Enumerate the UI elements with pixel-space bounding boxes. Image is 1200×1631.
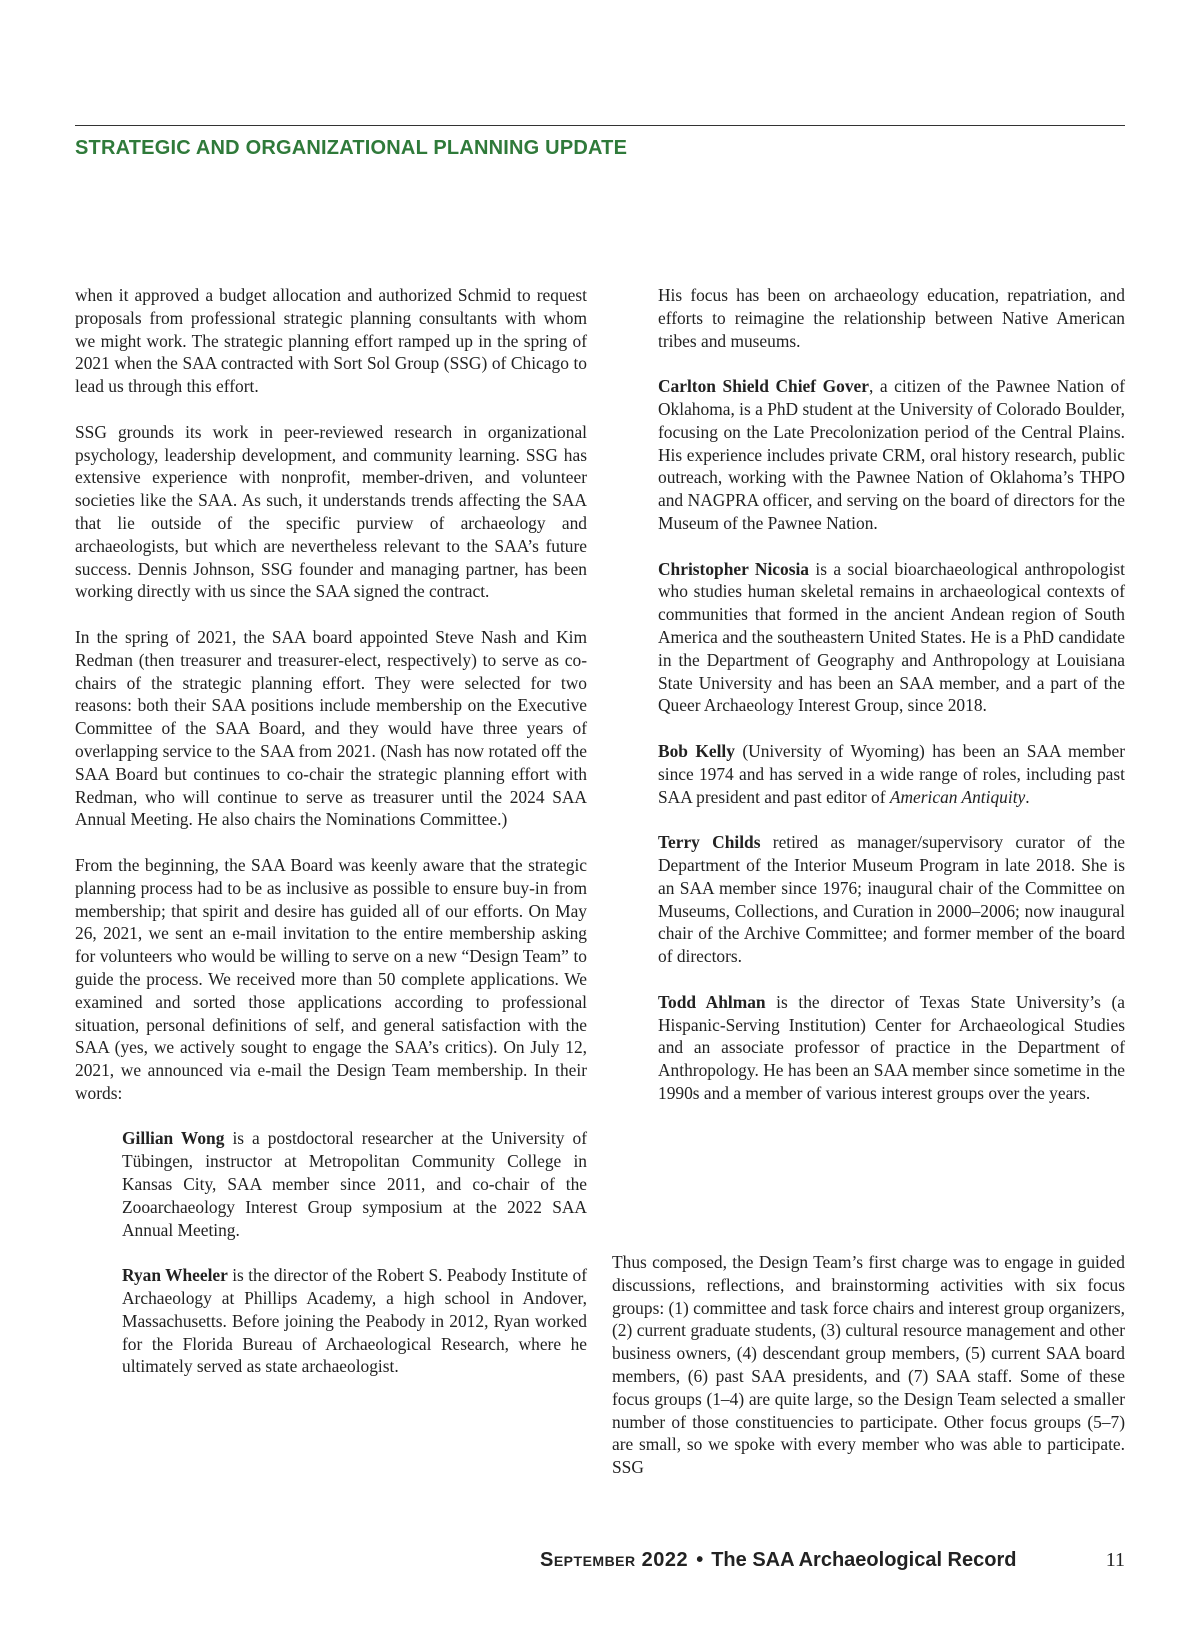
header-rule xyxy=(75,125,1125,126)
bio-text: is a postdoctoral researcher at the University of Tübingen, instructor at Metropolitan Community College in Kansas City, SAA member since 2011, and co-chair of the Zooarchaeology Interest Group symposium at the 2022 SAA Annual Meeting. xyxy=(122,1128,587,1240)
footer-publication: The SAA Archaeological Record xyxy=(711,1549,1017,1571)
bio-text: (University of Wyoming) has been an SAA member since 1974 and has served in a wide range of roles, including past SAA president and past editor of xyxy=(658,740,1125,807)
bio-terry-childs xyxy=(658,831,1125,968)
bio-bob-kelly xyxy=(658,740,1125,808)
bio-name: Christopher Nicosia xyxy=(658,558,810,579)
section-title: STRATEGIC AND ORGANIZATIONAL PLANNING UPDATE xyxy=(75,137,628,159)
page-footer xyxy=(540,1549,1125,1572)
bio-text: is the director of Texas State University’s (a Hispanic-Serving Institution) Center for Archaeological Studies and an associate professor of practice in the Department of Anthropology. He has been an SAA member since sometime in the 1990s and a member of various interest groups over the years. xyxy=(658,991,1125,1103)
bio-text: , a citizen of the Pawnee Nation of Oklahoma, is a PhD student at the University of Colorado Boulder, focusing on the Late Precolonization period of the Central Plains. His experience includes private CRM, oral history research, public outreach, working with the Pawnee Nation of Oklahoma’s THPO and NAGPRA officer, and serving on the board of directors for the Museum of the Pawnee Nation. xyxy=(658,376,1125,533)
bio-ryan-wheeler xyxy=(122,1264,587,1378)
bio-name: Terry Childs xyxy=(658,832,761,853)
bio-gillian-wong xyxy=(122,1127,587,1241)
paragraph-wheeler-focus: His focus has been on archaeology education, repatriation, and efforts to reimagine the relationship between Native American tribes and museums. xyxy=(658,285,1125,351)
bio-todd-ahlman xyxy=(658,991,1125,1105)
footer-separator: • xyxy=(696,1549,704,1571)
paragraph-design-team: From the beginning, the SAA Board was keenly aware that the strategic planning process had to be as inclusive as possible to ensure buy-in from membership; that spirit and desire has guided all of our efforts. On May 26, 2021, we sent an e-mail invitation to the entire membership asking for volunteers who would be willing to serve on a new “Design Team” to guide the process. We received more than 50 complete applications. We examined and sorted those applications according to professional situation, personal definitions of self, and general satisfaction with the SAA (yes, we actively sought to engage the SAA’s critics). On July 12, 2021, we announced via e-mail the Design Team membership. In their words: xyxy=(75,854,587,1103)
journal-title: American Antiquity xyxy=(889,786,1026,807)
bio-name: Carlton Shield Chief Gover xyxy=(658,376,869,397)
bio-text: is a social bioarchaeological anthropologist who studies human skeletal remains in archaeological contexts of communities that formed in the ancient Andean region of South America and the southeastern United States. He is a PhD candidate in the Department of Geography and Anthropology at Louisiana State University and has been an SAA member, and a part of the Queer Archaeology Interest Group, since 2018. xyxy=(658,558,1125,716)
right-column xyxy=(658,284,1125,1127)
bio-text: is the director of the Robert S. Peabody Institute of Archaeology at Phillips Academy, a high school in Andover, Massachusetts. Before joining the Peabody in 2012, Ryan worked for the Florida Bureau of Archaeological Research, where he ultimately served as state archaeologist. xyxy=(122,1265,587,1377)
paragraph-budget: when it approved a budget allocation and authorized Schmid to request proposals from professional strategic planning consultants with whom we might work. The strategic planning effort ramped up in the spring of 2021 when the SAA contracted with Sort Sol Group (SSG) of Chicago to lead us through this effort. xyxy=(75,285,587,397)
page-number: 11 xyxy=(1105,1549,1125,1571)
bio-end: . xyxy=(1025,786,1030,807)
bio-name: Ryan Wheeler xyxy=(122,1265,228,1286)
paragraph-ssg: SSG grounds its work in peer-reviewed research in organizational psychology, leadership development, and community learning. SSG has extensive experience with nonprofit, member-driven, and volunteer societies like the SAA. As such, it understands trends affecting the SAA that lie outside of the specific purview of archaeology and archaeologists, but which are nevertheless relevant to the SAA’s future success. Dennis Johnson, SSG founder and managing partner, has been working directly with us since the SAA signed the contract. xyxy=(75,421,587,602)
left-column xyxy=(75,284,587,1401)
paragraph-focus-groups: Thus composed, the Design Team’s first charge was to engage in guided discussions, reflections, and brainstorming activities with six focus groups: (1) committee and task force chairs and interest group organizers, (2) current graduate students, (3) cultural resource management and other business owners, (4) descendant group members, (5) current SAA board members, (6) past SAA presidents, and (7) SAA staff. Some of these focus groups (1–4) are quite large, so the Design Team selected a smaller number of those constituencies to participate. Other focus groups (5–7) are small, so we spoke with every member who was able to participate. SSG xyxy=(612,1252,1126,1478)
bio-name: Todd Ahlman xyxy=(658,991,766,1012)
paragraph-cochairs: In the spring of 2021, the SAA board appointed Steve Nash and Kim Redman (then treasurer and treasurer-elect, respectively) to serve as co-chairs of the strategic planning effort. They were selected for two reasons: both their SAA positions include membership on the Executive Committee of the SAA Board, and they would have three years of overlapping service to the SAA from 2021. (Nash has now rotated off the SAA Board but continues to co-chair the strategic planning effort with Redman, who will continue to serve as treasurer until the 2024 SAA Annual Meeting. He also chairs the Nominations Committee.) xyxy=(75,626,587,830)
bio-name: Gillian Wong xyxy=(122,1128,225,1149)
bio-text: retired as manager/supervisory curator of the Department of the Interior Museum Program in late 2018. She is an SAA member since 1976; inaugural chair of the Committee on Museums, Collections, and Curation in 2000–2006; now inaugural chair of the Archive Committee; and former member of the board of directors. xyxy=(658,832,1125,967)
bio-christopher-nicosia xyxy=(658,558,1125,718)
bio-name: Bob Kelly xyxy=(658,740,735,761)
bio-carlton-gover xyxy=(658,375,1125,535)
footer-month: September 2022 xyxy=(540,1549,689,1571)
